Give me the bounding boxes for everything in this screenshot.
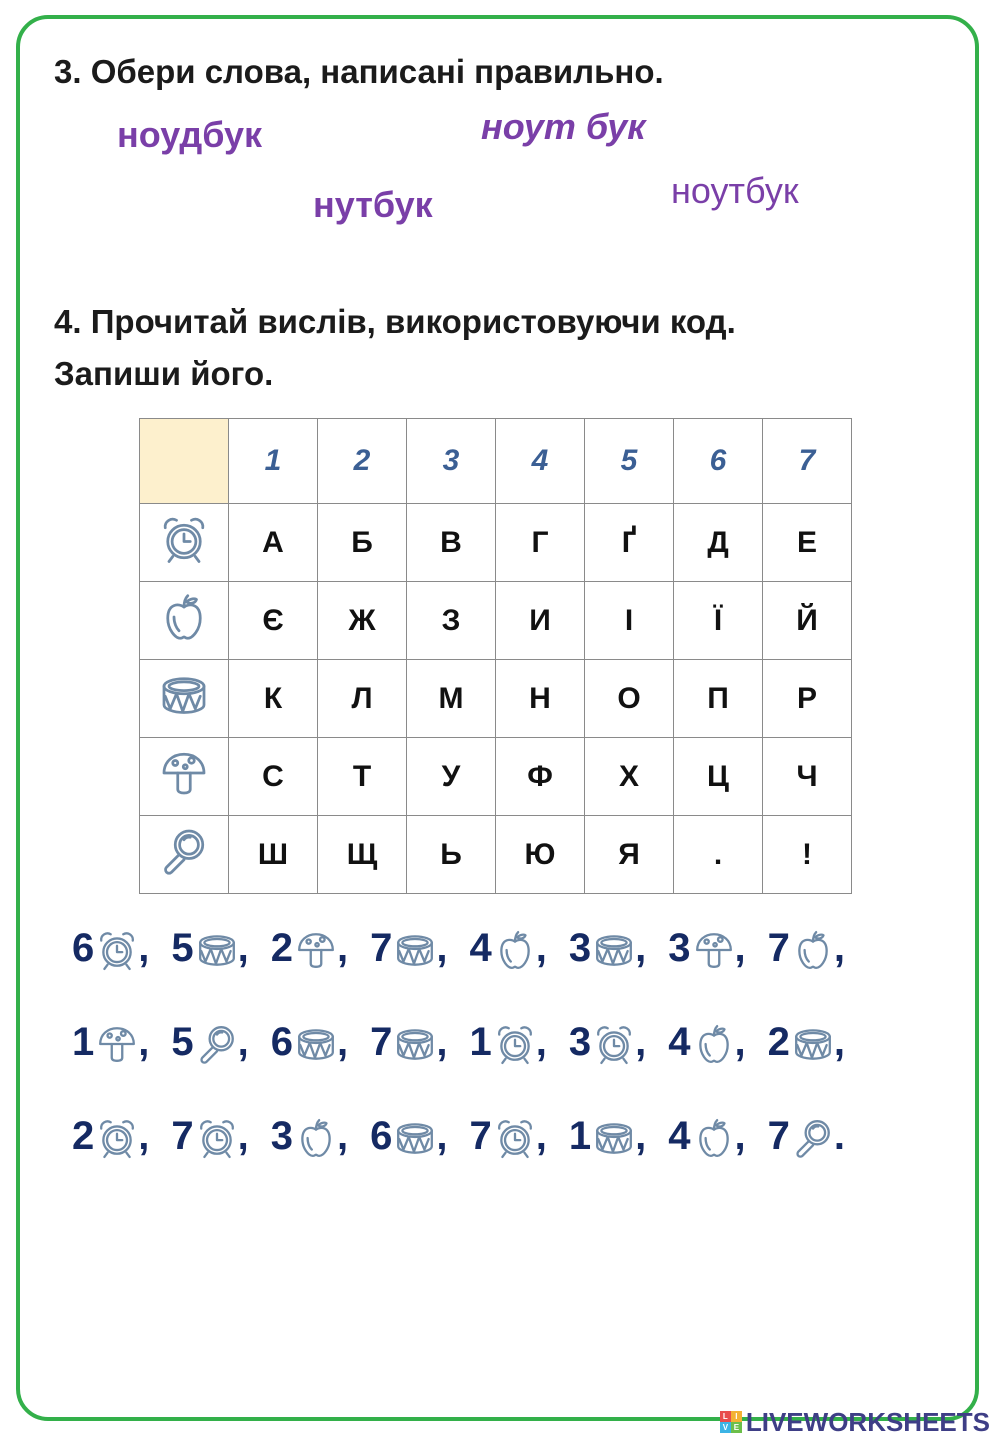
code-number: 7 <box>370 1020 393 1064</box>
word-option[interactable]: ноутбук <box>671 170 799 211</box>
separator: , <box>535 926 547 970</box>
separator: , <box>138 1114 150 1158</box>
code-token <box>72 926 138 971</box>
drum-icon <box>295 1023 337 1065</box>
table-row <box>140 504 852 582</box>
table-row <box>140 816 852 894</box>
letter-cell: Н <box>496 660 585 738</box>
table-row <box>140 738 852 816</box>
separator: , <box>734 1114 746 1158</box>
code-number: 7 <box>469 1114 492 1158</box>
letter-cell: Г <box>496 504 585 582</box>
separator: , <box>734 926 746 970</box>
word-option[interactable]: ноудбук <box>117 114 263 155</box>
letter-cell: Л <box>318 660 407 738</box>
separator: , <box>436 1114 448 1158</box>
code-token <box>271 926 337 971</box>
code-number: 6 <box>270 1020 293 1064</box>
code-number: 7 <box>767 926 790 970</box>
logo-text: LIVEWORKSHEETS <box>745 1406 990 1437</box>
letter-cell: Б <box>318 504 407 582</box>
letter-cell: Х <box>585 738 674 816</box>
code-line-1 <box>72 926 845 971</box>
word-option[interactable]: ноут бук <box>481 106 646 147</box>
code-token <box>569 1114 635 1159</box>
code-number: 3 <box>568 926 592 970</box>
apple-icon <box>792 929 834 971</box>
separator: , <box>734 1020 746 1064</box>
row-icon-cell <box>140 504 229 582</box>
letter-cell: Ж <box>318 582 407 660</box>
code-line-2 <box>72 1020 845 1065</box>
letter-cell: Ш <box>229 816 318 894</box>
code-token <box>171 1020 237 1065</box>
code-table <box>139 418 852 894</box>
code-number: 4 <box>668 1114 691 1158</box>
drum-icon <box>394 1117 436 1159</box>
code-number: 5 <box>171 926 194 970</box>
alarm-clock-icon <box>593 1023 635 1065</box>
code-token <box>370 1020 436 1065</box>
column-number: 7 <box>763 419 852 504</box>
alarm-clock-icon <box>96 1117 138 1159</box>
letter-cell: Е <box>763 504 852 582</box>
code-token <box>668 1020 734 1065</box>
letter-cell: А <box>229 504 318 582</box>
drum-icon <box>196 929 238 971</box>
letter-cell: Ю <box>496 816 585 894</box>
code-token <box>370 926 436 971</box>
letter-cell: Ї <box>674 582 763 660</box>
code-number: 6 <box>72 926 95 970</box>
letter-cell: ! <box>763 816 852 894</box>
letter-cell: Щ <box>318 816 407 894</box>
code-number: 4 <box>668 1020 691 1064</box>
separator: , <box>635 926 647 970</box>
code-token <box>72 1020 138 1065</box>
separator: , <box>337 1114 349 1158</box>
code-token <box>768 1020 834 1065</box>
letter-cell: Я <box>585 816 674 894</box>
separator: , <box>535 1114 547 1158</box>
separator: . <box>833 1114 845 1158</box>
column-number: 2 <box>318 419 407 504</box>
letter-cell: З <box>407 582 496 660</box>
magnifier-icon <box>159 826 209 876</box>
code-token <box>569 1020 635 1065</box>
code-number: 3 <box>668 926 691 970</box>
apple-icon <box>295 1117 337 1159</box>
letter-cell: П <box>674 660 763 738</box>
letter-cell: Є <box>229 582 318 660</box>
alarm-clock-icon <box>196 1117 238 1159</box>
task3-title: 3. Обери слова, написані правильно. <box>54 53 664 90</box>
code-token <box>271 1114 337 1159</box>
column-number: 6 <box>674 419 763 504</box>
row-icon-cell <box>140 582 229 660</box>
separator: , <box>237 926 249 970</box>
letter-cell: К <box>229 660 318 738</box>
letter-cell: І <box>585 582 674 660</box>
alarm-clock-icon <box>494 1023 536 1065</box>
code-number: 7 <box>171 1114 194 1158</box>
separator: , <box>138 1020 150 1064</box>
code-line-3 <box>72 1114 845 1159</box>
alarm-clock-icon <box>494 1117 536 1159</box>
task4-title <box>54 296 736 400</box>
code-number: 3 <box>568 1020 592 1064</box>
letter-cell: О <box>585 660 674 738</box>
code-number: 1 <box>72 1020 95 1064</box>
table-row <box>140 660 852 738</box>
drum-icon <box>394 929 436 971</box>
code-number: 2 <box>767 1020 790 1064</box>
mushroom-icon <box>96 1023 138 1065</box>
separator: , <box>833 1020 845 1064</box>
corner-cell <box>140 419 229 504</box>
column-number: 3 <box>407 419 496 504</box>
separator: , <box>833 926 845 970</box>
letter-cell: Д <box>674 504 763 582</box>
drum-icon <box>792 1023 834 1065</box>
drum-icon <box>394 1023 436 1065</box>
code-number: 2 <box>72 1114 95 1158</box>
code-token <box>171 926 237 971</box>
code-token <box>470 1114 536 1159</box>
letter-cell: У <box>407 738 496 816</box>
separator: , <box>337 926 349 970</box>
letter-cell: Ґ <box>585 504 674 582</box>
separator: , <box>337 1020 349 1064</box>
letter-cell: . <box>674 816 763 894</box>
task4-title-line2: Запиши його. <box>54 355 274 392</box>
code-number: 1 <box>469 1020 492 1064</box>
separator: , <box>635 1020 647 1064</box>
code-token <box>668 1114 734 1159</box>
code-number: 5 <box>171 1020 194 1064</box>
letter-cell: М <box>407 660 496 738</box>
word-option[interactable]: нутбук <box>313 184 433 225</box>
letter-cell: Р <box>763 660 852 738</box>
letter-cell: Ц <box>674 738 763 816</box>
letter-cell: И <box>496 582 585 660</box>
apple-icon <box>159 592 209 642</box>
table-header-row <box>140 419 852 504</box>
row-icon-cell <box>140 738 229 816</box>
code-token <box>768 926 834 971</box>
row-icon-cell <box>140 660 229 738</box>
drum-icon <box>159 670 209 720</box>
code-number: 6 <box>370 1114 393 1158</box>
letter-cell: Й <box>763 582 852 660</box>
apple-icon <box>494 929 536 971</box>
separator: , <box>436 1020 448 1064</box>
mushroom-icon <box>693 929 735 971</box>
drum-icon <box>593 1117 635 1159</box>
code-number: 3 <box>270 1114 293 1158</box>
separator: , <box>635 1114 647 1158</box>
mushroom-icon <box>295 929 337 971</box>
alarm-clock-icon <box>159 514 209 564</box>
letter-cell: Ф <box>496 738 585 816</box>
separator: , <box>237 1114 249 1158</box>
letter-cell: Т <box>318 738 407 816</box>
separator: , <box>436 926 448 970</box>
code-token <box>569 926 635 971</box>
mushroom-icon <box>159 748 209 798</box>
code-number: 4 <box>469 926 492 970</box>
liveworksheets-logo <box>720 1407 990 1437</box>
code-token <box>370 1114 436 1159</box>
separator: , <box>535 1020 547 1064</box>
separator: , <box>237 1020 249 1064</box>
code-token <box>768 1114 834 1159</box>
magnifier-icon <box>792 1117 834 1159</box>
letter-cell: С <box>229 738 318 816</box>
code-number: 2 <box>270 926 293 970</box>
letter-cell: Ь <box>407 816 496 894</box>
table-row <box>140 582 852 660</box>
apple-icon <box>693 1117 735 1159</box>
drum-icon <box>593 929 635 971</box>
column-number: 5 <box>585 419 674 504</box>
column-number: 4 <box>496 419 585 504</box>
magnifier-icon <box>196 1023 238 1065</box>
code-token <box>271 1020 337 1065</box>
letter-cell: Ч <box>763 738 852 816</box>
column-number: 1 <box>229 419 318 504</box>
task4-title-line1: 4. Прочитай вислів, використовуючи код. <box>54 303 736 340</box>
alarm-clock-icon <box>96 929 138 971</box>
code-token <box>171 1114 237 1159</box>
code-number: 7 <box>370 926 393 970</box>
code-token <box>470 1020 536 1065</box>
code-token <box>668 926 734 971</box>
code-number: 1 <box>568 1114 592 1158</box>
letter-cell: В <box>407 504 496 582</box>
code-number: 7 <box>767 1114 790 1158</box>
row-icon-cell <box>140 816 229 894</box>
code-token <box>470 926 536 971</box>
code-token <box>72 1114 138 1159</box>
separator: , <box>138 926 150 970</box>
logo-mark-icon: L I V E <box>720 1411 742 1433</box>
apple-icon <box>693 1023 735 1065</box>
